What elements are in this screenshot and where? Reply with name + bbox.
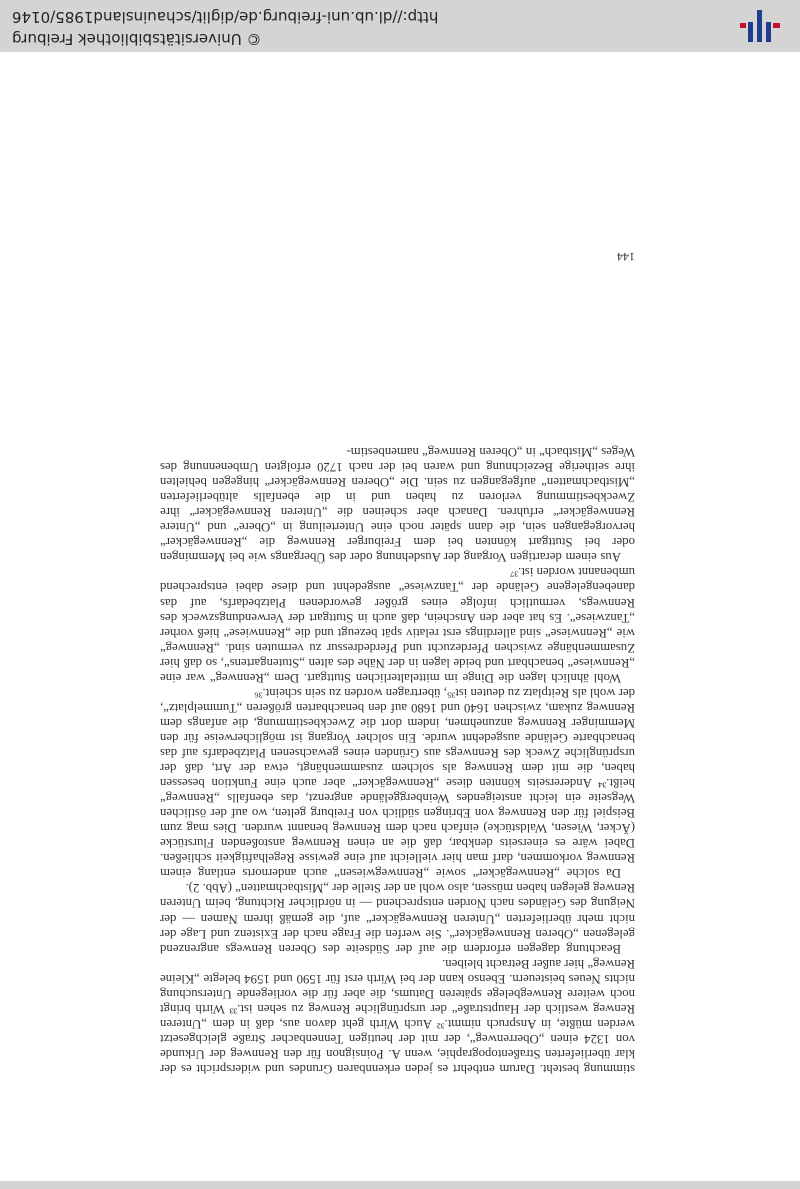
footer-bar	[0, 1181, 800, 1189]
paragraph: Aus einem derartigen Vorgang der Ausdehnung oder des Übergangs wie bei Memmingen oder bei Stuttgart könnten bei dem Freiburger Rennweg die „Rennwegäcker“ hervorgegangen sein, die dann später noch eine Unterteilung in „Obere“ und „Untere Rennwegäcker“ erfuhren. Danach aber scheinen die „Unteren Rennwegäcker“ ihre Zweckbestimmung verloren zu haben und in die ebenfalls altüberlieferten „Mistbachmatten“ aufgegangen zu sein. Die „Oberen Rennwegäcker“ hingegen behielten ihre seitherige Bezeichnung und waren bei der nach 1720 erfolgten Umbenennung des Weges „Mistbach“ in „Oberen Rennweg“ namenbestim-	[160, 445, 635, 565]
paragraph: Beachtung dagegen erfordern die auf der Südseite des Oberen Renwegs angrenzend gelegenen „Oberen Rennwegäcker“. Sie werfen die Frage nach der Existenz und Lage der nicht mehr überlieferten „Unteren Rennwegäcker“ auf, die gemäß ihrem Namen — der Neigung des Geländes nach Norden entsprechend — in nördlicher Richtung, beim Unteren Renweg gelegen haben müssen, also wohl an der Stelle der „Mistbachmatten“ (Abb. 2).	[160, 881, 635, 956]
paragraph: Da solche „Rennwegäcker“ sowie „Rennwegwiesen“ auch andernorts entlang einem Rennweg vorkommen, darf man hier vielleicht auf eine gewisse Regelhaftigkeit schließen. Dabei wäre es einerseits denkbar, daß die an einen Rennweg anstoßenden Flurstücke (Äcker, Wiesen, Waldstücke) einfach nach dem Rennweg benannt wurden. Dies mag zum Beispiel für den Rennweg von Ebringen südlich von Freiburg gelten, wo auf der östlichen Wegseite ein leicht ansteigendes Weinberggelände angrenzt, das ebenfalls „Rennweg“ heißt.³⁴ Andererseits könnten diese „Rennwegäcker“ aber auch eine Funktion besessen haben, die mit dem Rennweg als solchem zusammenhängt, etwa der Art, daß der ursprüngliche Zweck des Rennwegs aus Gründen eines gewachsenen Platzbedarfs auf das benachbarte Gelände ausgedehnt wurde. Ein solcher Vorgang ist möglicherweise für den Memminger Rennweg anzunehmen, indem dort die Zweckbestimmung, die anfangs dem Rennweg zukam, zwischen 1640 und 1680 auf den benachbarten größeren „Tummelplatz“, der wohl als Reitplatz zu deuten ist³⁵, übertragen worden zu sein scheint.³⁶	[160, 685, 635, 881]
document-url-link[interactable]: http://dl.ub.uni-freiburg.de/diglit/schauinsland1985/0146	[12, 8, 439, 26]
library-header-bar	[0, 0, 800, 52]
paragraph: stimmung besteht. Darum entbehrt es jeden erkennbaren Grundes und widerspricht es der klar überlieferten Straßentopographie, wenn A. Poinsignon für den Rennweg der Urkunde von 1324 einen „Oberrenweg“, der mit der heutigen Tennenbacher Straße gleichgesetzt werden müßte, in Anspruch nimmt.³² Auch Wirth geht davon aus, daß in dem „Unteren Renweg westlich der Hauptstraße“ der ursprüngliche Renweg zu sehen ist.³³ Wirth bringt noch weitere Renwegbelege späteren Datums, die aber für die vorliegende Untersuchung nichts Neues beisteuern. Ebenso kann der bei Wirth erst für 1590 und 1594 belegte „Kleine Renweg“ hier außer Betracht bleiben.	[160, 956, 635, 1076]
library-name: © Universitätsbibliothek Freiburg	[12, 30, 262, 48]
paragraph: Wohl ähnlich lagen die Dinge im mittelalterlichen Stuttgart. Dem „Rennweg“ war eine „Rennwiese“ benachbart und beide lagen in der Nähe des alten „Stutengartens“, so daß hier Zusammenhänge zwischen Pferdezucht und Pferdedressur zu vermuten sind. „Rennweg“ wie „Rennwiese“ sind allerdings erst relativ spät bezeugt und die „Rennwiese“ hieß vorher „Tanzwiese“. Es hat aber den Anschein, daß auch in Stuttgart der Verwendungszweck des Rennwegs, vermutlich infolge eines größer gewordenen Platzbedarfs, auf das danebengelegene Gelände der „Tanzwiese“ ausgedehnt und diese dabei entsprechend umbenannt worden ist.³⁷	[160, 565, 635, 685]
university-logo-icon	[740, 8, 780, 44]
page-number: 144	[617, 250, 635, 264]
body-text	[160, 444, 635, 1076]
